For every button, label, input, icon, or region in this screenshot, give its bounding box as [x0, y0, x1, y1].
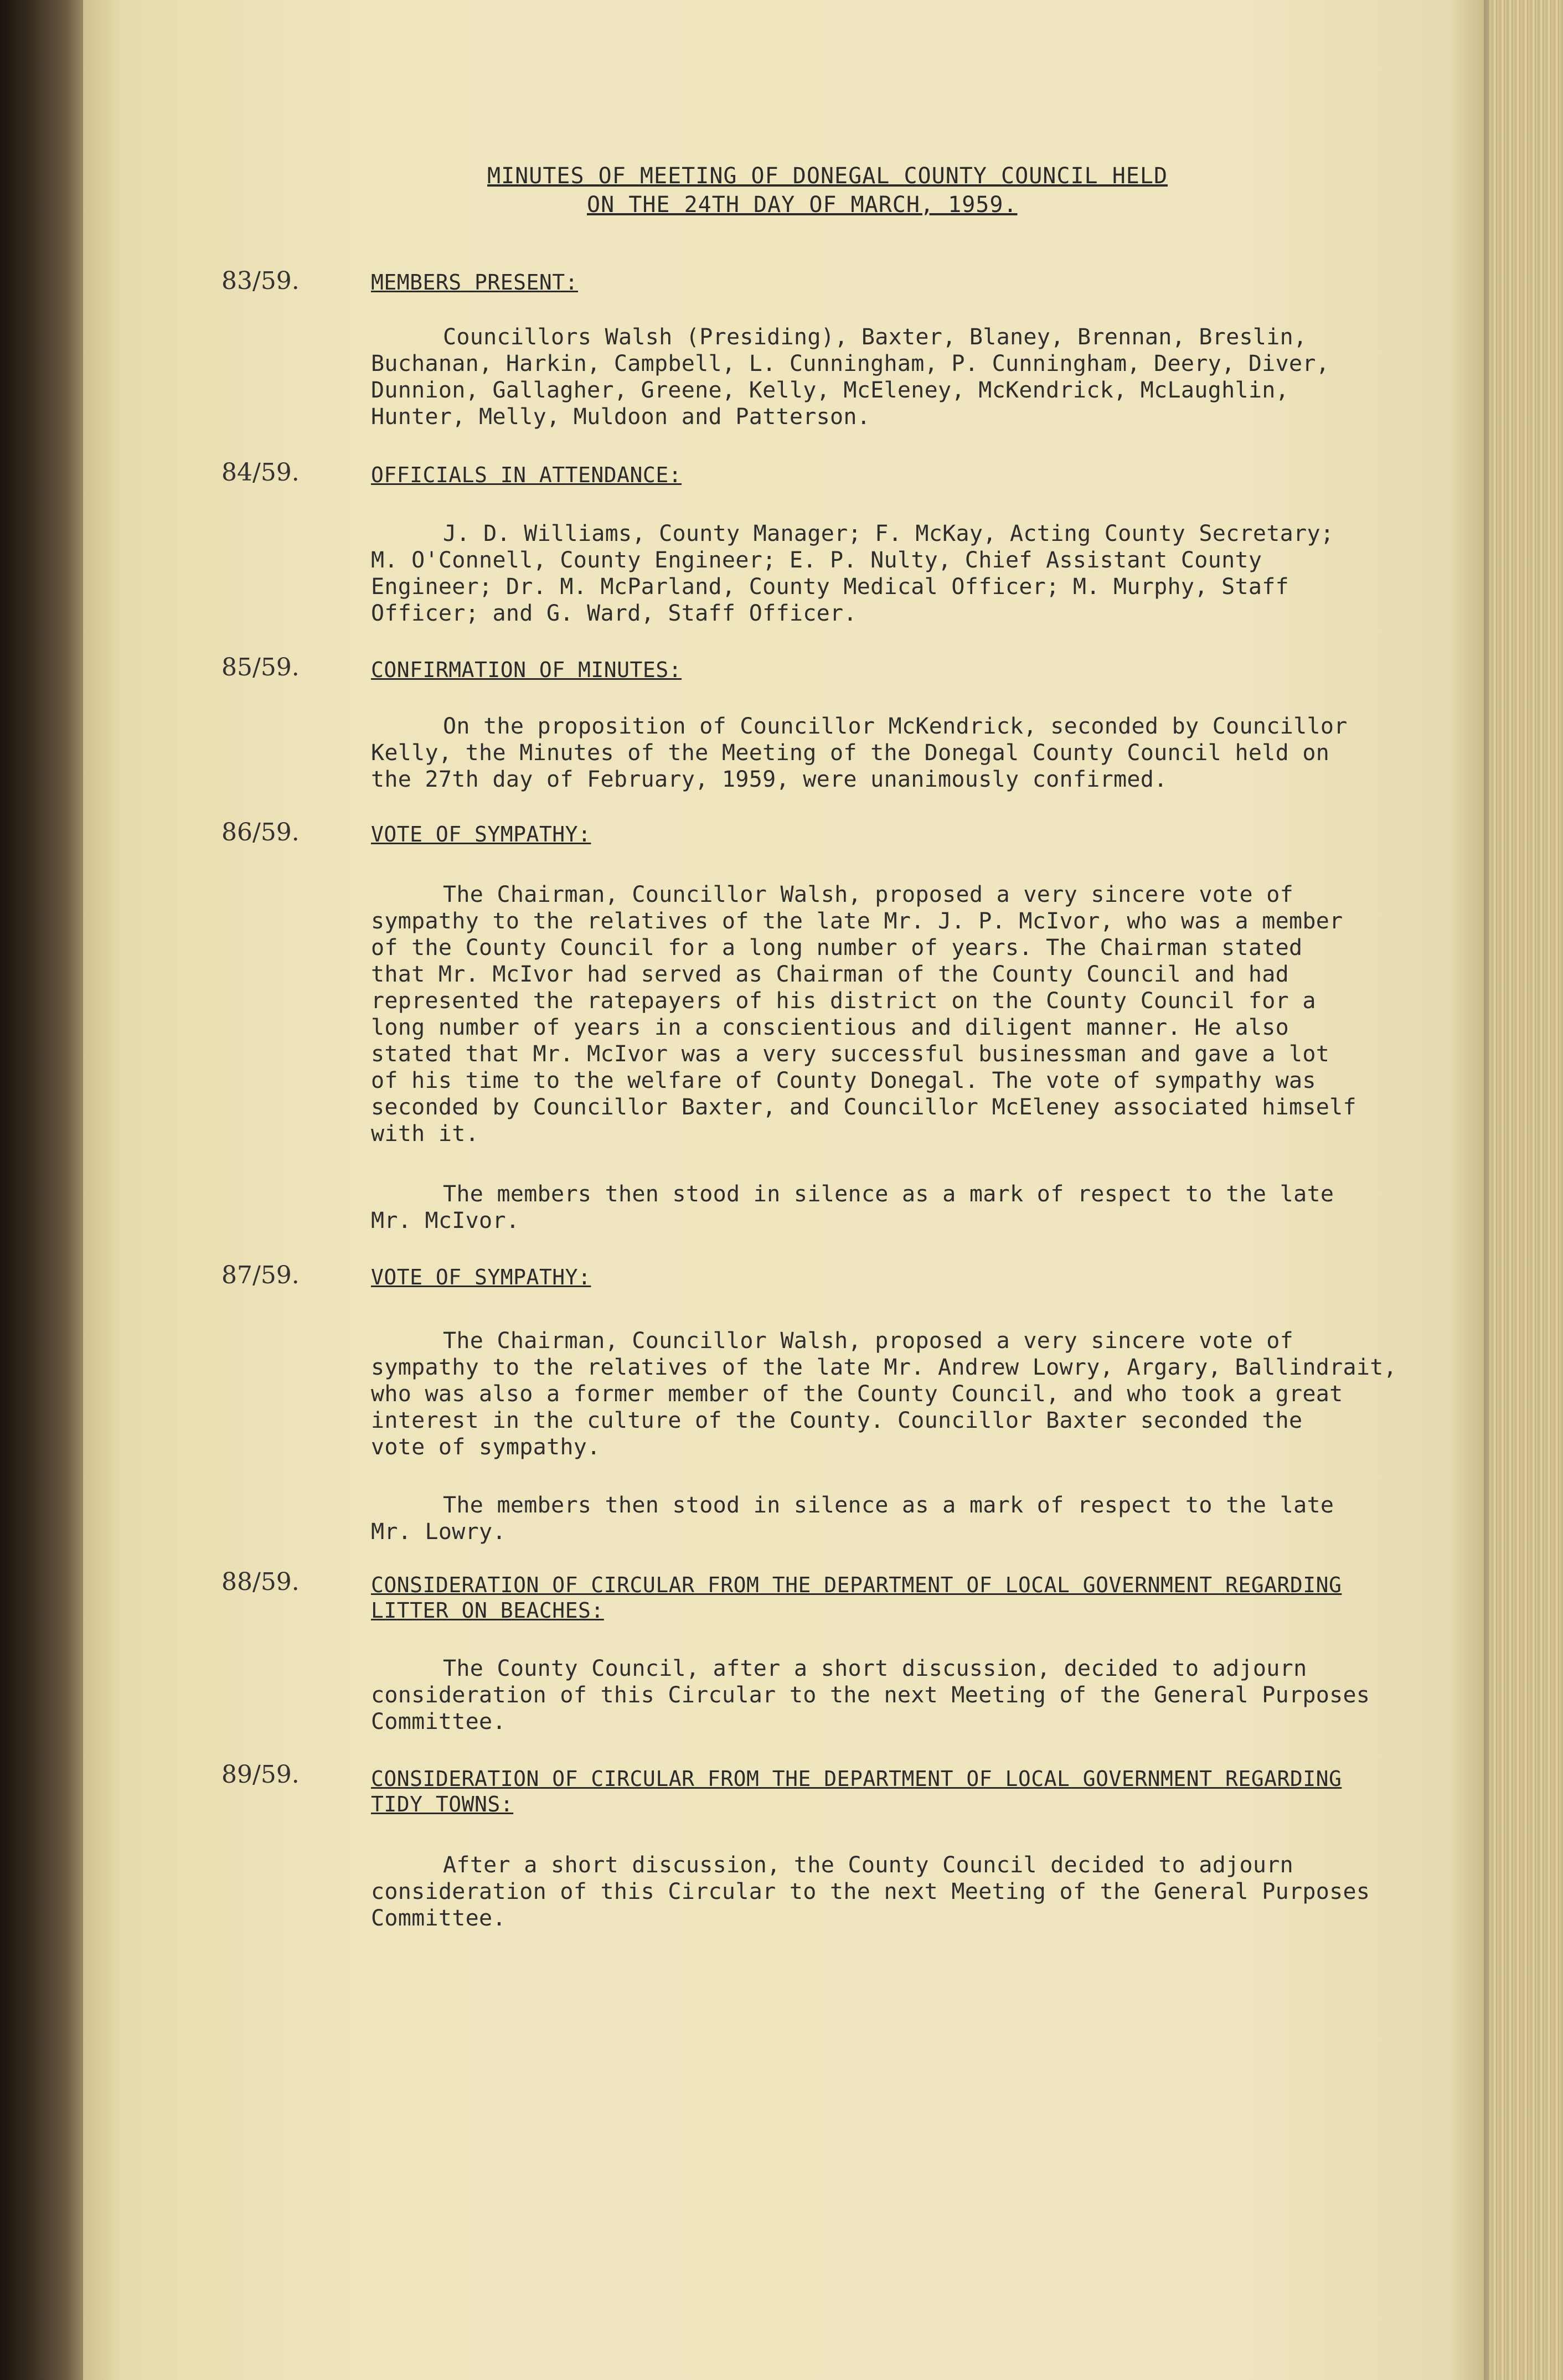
section-paragraph — [371, 881, 1423, 1147]
paragraph-line: seconded by Councillor Baxter, and Councillor McEleney associated himself — [371, 1095, 1356, 1120]
paragraph-line: Buchanan, Harkin, Campbell, L. Cunningham, P. Cunningham, Deery, Diver, — [371, 351, 1330, 376]
page-edges — [1489, 0, 1563, 2380]
paragraph-line: interest in the culture of the County. Councillor Baxter seconded the — [371, 1408, 1303, 1433]
section-paragraph — [371, 1852, 1423, 1932]
minute-number: 88/59. — [221, 1568, 300, 1596]
paragraph-line: of his time to the welfare of County Donegal. The vote of sympathy was — [371, 1068, 1316, 1093]
title-line-1: MINUTES OF MEETING OF DONEGAL COUNTY COUNCIL HELD — [487, 163, 1168, 189]
paragraph-line: who was also a former member of the County Council, and who took a great — [371, 1381, 1343, 1407]
paragraph-line: the 27th day of February, 1959, were unanimously confirmed. — [371, 767, 1168, 792]
section-heading: VOTE OF SYMPATHY: — [371, 1265, 591, 1289]
paragraph-line: M. O'Connell, County Engineer; E. P. Nulty, Chief Assistant County — [371, 548, 1262, 573]
paragraph-line: J. D. Williams, County Manager; F. McKay, Acting County Secretary; — [443, 521, 1334, 546]
section-paragraph — [371, 1655, 1423, 1735]
paragraph-line: Mr. Lowry. — [371, 1519, 506, 1545]
paragraph-line: sympathy to the relatives of the late Mr. J. P. McIvor, who was a member — [371, 908, 1343, 934]
paragraph-line: stated that Mr. McIvor was a very successful businessman and gave a lot — [371, 1041, 1330, 1067]
paragraph-line: of the County Council for a long number of years. The Chairman stated — [371, 935, 1303, 961]
paragraph-line: The members then stood in silence as a mark of respect to the late — [443, 1181, 1334, 1207]
paragraph-line: represented the ratepayers of his district on the County Council for a — [371, 988, 1316, 1014]
paragraph-line: consideration of this Circular to the next Meeting of the General Purposes — [371, 1879, 1370, 1904]
heading-line: TIDY TOWNS: — [371, 1792, 514, 1816]
document-title — [388, 162, 1384, 219]
paragraph-line: consideration of this Circular to the next Meeting of the General Purposes — [371, 1682, 1370, 1708]
paragraph-line: Hunter, Melly, Muldoon and Patterson. — [371, 404, 871, 430]
paragraph-line: The Chairman, Councillor Walsh, proposed a very sincere vote of — [443, 1328, 1294, 1354]
paragraph-line: Kelly, the Minutes of the Meeting of the Donegal County Council held on — [371, 740, 1330, 766]
paragraph-line: long number of years in a conscientious and diligent manner. He also — [371, 1015, 1289, 1040]
minute-number: 84/59. — [221, 458, 300, 487]
paragraph-line: Dunnion, Gallagher, Greene, Kelly, McEleney, McKendrick, McLaughlin, — [371, 378, 1289, 403]
section-paragraph — [371, 520, 1423, 627]
paragraph-line: The members then stood in silence as a mark of respect to the late — [443, 1493, 1334, 1518]
section-paragraph — [371, 1328, 1423, 1460]
minute-number: 87/59. — [221, 1261, 300, 1289]
section-paragraph — [371, 1492, 1423, 1545]
section-heading — [371, 1572, 1342, 1623]
paragraph-line: Committee. — [371, 1709, 506, 1734]
paragraph-line: Councillors Walsh (Presiding), Baxter, Blaney, Brennan, Breslin, — [443, 324, 1307, 350]
section-paragraph — [371, 1181, 1423, 1234]
paragraph-line: Officer; and G. Ward, Staff Officer. — [371, 601, 857, 626]
paragraph-line: Mr. McIvor. — [371, 1208, 520, 1233]
heading-line: CONSIDERATION OF CIRCULAR FROM THE DEPARTMENT OF LOCAL GOVERNMENT REGARDING — [371, 1573, 1342, 1597]
minute-number: 89/59. — [221, 1761, 300, 1789]
paragraph-line: After a short discussion, the County Council decided to adjourn — [443, 1852, 1294, 1878]
book-binding — [0, 0, 94, 2380]
section-heading: CONFIRMATION OF MINUTES: — [371, 658, 682, 682]
paragraph-line: Engineer; Dr. M. McParland, County Medical Officer; M. Murphy, Staff — [371, 574, 1289, 600]
minute-number: 83/59. — [221, 267, 300, 295]
heading-line: CONSIDERATION OF CIRCULAR FROM THE DEPARTMENT OF LOCAL GOVERNMENT REGARDING — [371, 1767, 1342, 1791]
paragraph-line: The Chairman, Councillor Walsh, proposed a very sincere vote of — [443, 882, 1294, 907]
minute-number: 85/59. — [221, 653, 300, 682]
section-heading: OFFICIALS IN ATTENDANCE: — [371, 463, 682, 487]
paragraph-line: Committee. — [371, 1906, 506, 1931]
section-heading: VOTE OF SYMPATHY: — [371, 822, 591, 846]
title-line-2: ON THE 24TH DAY OF MARCH, 1959. — [587, 192, 1018, 218]
paragraph-line: The County Council, after a short discussion, decided to adjourn — [443, 1656, 1307, 1681]
paragraph-line: sympathy to the relatives of the late Mr. Andrew Lowry, Argary, Ballindrait, — [371, 1355, 1397, 1380]
minute-number: 86/59. — [221, 818, 300, 846]
paragraph-line: On the proposition of Councillor McKendrick, seconded by Councillor — [443, 714, 1348, 739]
paragraph-line: with it. — [371, 1121, 479, 1147]
paragraph-line: vote of sympathy. — [371, 1434, 601, 1460]
section-paragraph — [371, 324, 1423, 430]
section-heading: MEMBERS PRESENT: — [371, 270, 579, 295]
section-paragraph — [371, 713, 1423, 793]
section-heading — [371, 1766, 1342, 1817]
paragraph-line: that Mr. McIvor had served as Chairman of the County Council and had — [371, 962, 1289, 987]
heading-line: LITTER ON BEACHES: — [371, 1598, 604, 1623]
